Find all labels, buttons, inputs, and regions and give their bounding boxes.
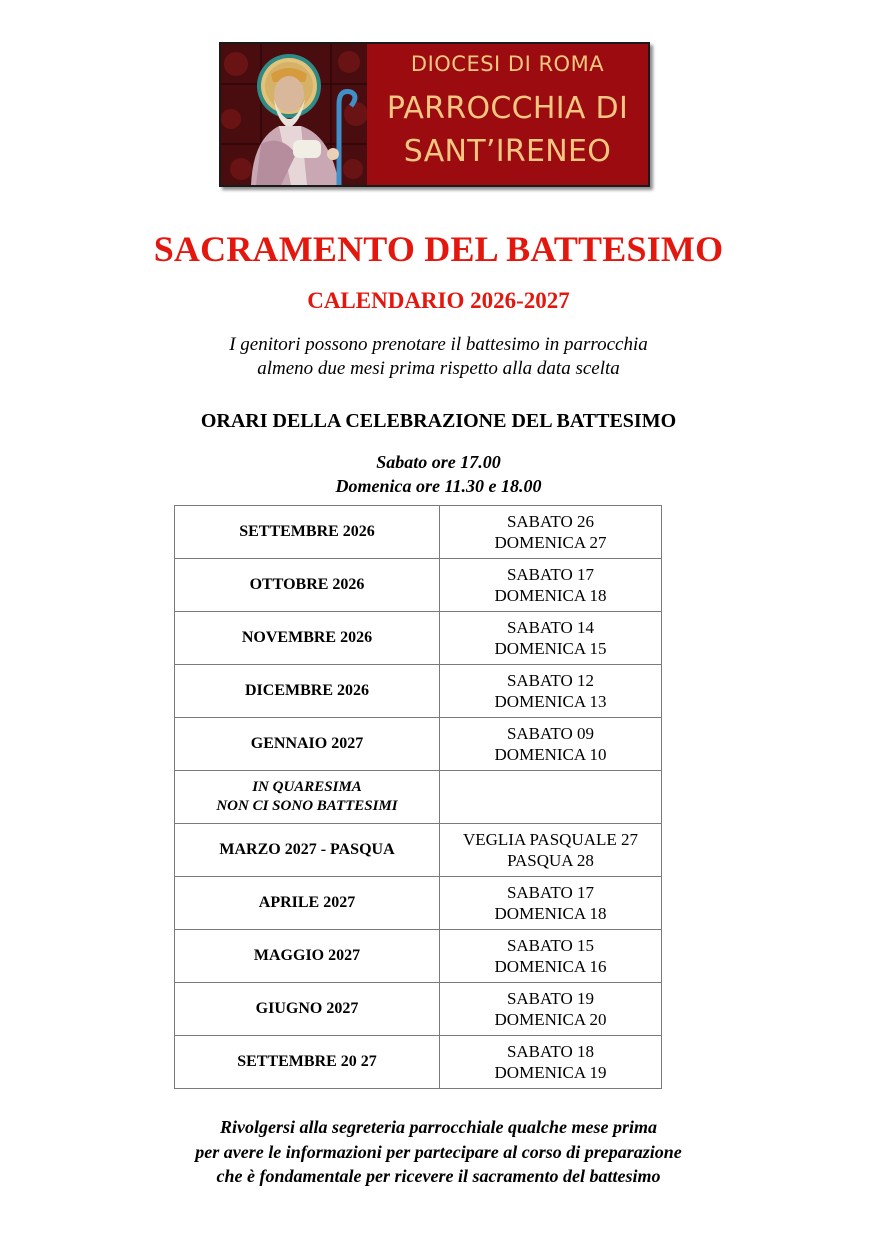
date-label: SABATO 19 (506, 988, 595, 1008)
table-row (175, 877, 662, 930)
month-cell (175, 506, 440, 559)
month-label: OTTOBRE 2026 (249, 576, 365, 593)
month-label: MARZO 2027 - PASQUA (219, 841, 395, 858)
time-line: Sabato ore 17.00 (376, 452, 501, 472)
table-row (175, 612, 662, 665)
dates-cell (440, 612, 662, 665)
intro-line: almeno due mesi prima rispetto alla data scelta (257, 358, 620, 379)
month-label: NON CI SONO BATTESIMI (216, 798, 398, 814)
date-label: DOMENICA 13 (494, 692, 607, 711)
intro-text (0, 333, 877, 381)
table-row (175, 983, 662, 1036)
date-label: SABATO 17 (506, 882, 595, 902)
month-cell (175, 824, 440, 877)
dates-cell (440, 771, 662, 824)
table-row (175, 665, 662, 718)
dates-cell (440, 824, 662, 877)
date-label: VEGLIA PASQUALE 27 (462, 829, 639, 849)
table-row (175, 506, 662, 559)
banner-parish-name: SANT’IRENEO (403, 134, 612, 169)
date-label: SABATO 18 (506, 1041, 595, 1061)
page-subtitle: CALENDARIO 2026-2027 (307, 288, 570, 313)
date-label: SABATO 12 (506, 670, 595, 690)
table-row (175, 824, 662, 877)
footer-note (0, 1115, 877, 1189)
footer-line: Rivolgersi alla segreteria parrocchiale qualche mese prima (220, 1117, 657, 1137)
month-cell (175, 665, 440, 718)
table-row (175, 718, 662, 771)
month-label: DICEMBRE 2026 (244, 682, 369, 699)
intro-line: I genitori possono prenotare il battesimo in parrocchia (229, 334, 648, 355)
dates-cell (440, 506, 662, 559)
date-label: SABATO 14 (506, 617, 595, 637)
footer-line: che è fondamentale per ricevere il sacramento del battesimo (216, 1166, 661, 1186)
dates-cell (440, 930, 662, 983)
month-label: GENNAIO 2027 (250, 735, 364, 752)
table-row (175, 771, 662, 824)
table-row (175, 1036, 662, 1089)
date-label: SABATO 26 (506, 511, 595, 531)
dates-cell (440, 877, 662, 930)
month-label: GIUGNO 2027 (255, 1000, 359, 1017)
month-label: NOVEMBRE 2026 (241, 629, 373, 646)
table-row (175, 559, 662, 612)
date-label: PASQUA 28 (507, 851, 594, 870)
time-line: Domenica ore 11.30 e 18.00 (335, 476, 542, 496)
date-label: DOMENICA 16 (494, 957, 607, 976)
month-label: APRILE 2027 (258, 894, 356, 911)
table-row (175, 930, 662, 983)
dates-cell (440, 559, 662, 612)
date-label: DOMENICA 27 (494, 533, 607, 552)
month-cell (175, 771, 440, 824)
month-cell (175, 718, 440, 771)
date-label: DOMENICA 10 (494, 745, 607, 764)
month-cell (175, 559, 440, 612)
date-label: DOMENICA 20 (494, 1010, 607, 1029)
schedule-heading: ORARI DELLA CELEBRAZIONE DEL BATTESIMO (200, 410, 677, 432)
parish-banner (219, 42, 650, 187)
dates-cell (440, 1036, 662, 1089)
footer-line: per avere le informazioni per partecipare al corso di preparazione (195, 1141, 682, 1162)
date-label: SABATO 09 (506, 723, 595, 743)
month-cell (175, 983, 440, 1036)
celebration-times (0, 450, 877, 498)
month-label: SETTEMBRE 20 27 (237, 1053, 377, 1070)
dates-cell (440, 665, 662, 718)
month-cell (175, 1036, 440, 1089)
month-cell (175, 930, 440, 983)
month-label: MAGGIO 2027 (253, 947, 361, 964)
saint-irenaeus-image (221, 44, 367, 185)
date-label: SABATO 15 (506, 935, 595, 955)
month-cell (175, 877, 440, 930)
month-label: IN QUARESIMA (252, 779, 362, 795)
page-title: SACRAMENTO DEL BATTESIMO (153, 229, 724, 269)
date-label: SABATO 17 (506, 564, 595, 584)
banner-diocese: DIOCESI DI ROMA (410, 52, 605, 76)
date-label: DOMENICA 18 (494, 586, 607, 605)
banner-parish: PARROCCHIA DI (386, 91, 629, 126)
month-label: SETTEMBRE 2026 (239, 523, 375, 540)
dates-cell (440, 983, 662, 1036)
baptism-calendar-table (174, 505, 662, 1089)
dates-cell (440, 718, 662, 771)
date-label: DOMENICA 15 (494, 639, 607, 658)
month-cell (175, 612, 440, 665)
date-label: DOMENICA 18 (494, 904, 607, 923)
date-label: DOMENICA 19 (494, 1063, 607, 1082)
